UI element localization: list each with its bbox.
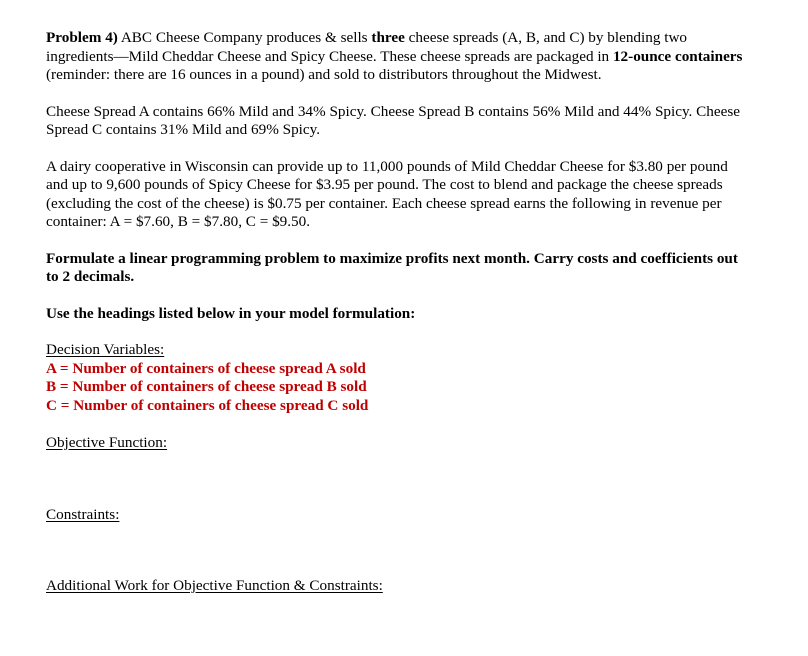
problem-label: Problem 4)	[46, 29, 118, 46]
objective-function-heading: Objective Function:	[46, 434, 168, 451]
problem-bold-three: three	[371, 29, 405, 46]
problem-text-2: cheese spreads (A, B, and C) by blending two ingredients—Mild Cheddar Cheese and Spicy Cheese. These cheese spreads are packaged in	[46, 29, 688, 65]
constraints-section	[46, 506, 746, 525]
document-page	[46, 29, 746, 596]
additional-work-heading: Additional Work for Objective Function & Constraints:	[46, 577, 383, 594]
constraints-heading: Constraints:	[46, 505, 120, 523]
headings-note-text: Use the headings listed below in your model formulation:	[46, 304, 416, 322]
problem-text-1: ABC Cheese Company produces & sells	[117, 29, 372, 46]
problem-bold-containers: 12-ounce containers	[612, 47, 743, 65]
decision-variable-a: A = Number of containers of cheese spread A sold	[46, 359, 366, 377]
instruction-paragraph	[46, 250, 746, 287]
objective-section	[46, 434, 746, 453]
decision-variables-heading: Decision Variables:	[46, 341, 165, 358]
additional-work-section	[46, 577, 746, 596]
headings-note	[46, 305, 746, 324]
problem-text-3: (reminder: there are 16 ounces in a pound) and sold to distributors throughout the Midwest.	[46, 66, 602, 83]
supply-paragraph: A dairy cooperative in Wisconsin can provide up to 11,000 pounds of Mild Cheddar Cheese for $3.80 per pound and up to 9,600 pounds of Spicy Cheese for $3.95 per pound. The cost to blend and package the cheese spreads (excluding the cost of the cheese) is $0.75 per container. Each cheese spread earns the following in revenue per container: A = $7.60, B = $7.80, C = $9.50.	[46, 157, 728, 230]
problem-statement	[46, 29, 746, 85]
decision-variable-c: C = Number of containers of cheese spread C sold	[46, 396, 369, 414]
instruction-text: Formulate a linear programming problem to maximize profits next month. Carry costs and coefficients out to 2 decimals.	[46, 249, 738, 285]
composition-paragraph: Cheese Spread A contains 66% Mild and 34% Spicy. Cheese Spread B contains 56% Mild and 44% Spicy. Cheese Spread C contains 31% Mild and 69% Spicy.	[46, 102, 741, 138]
decision-variables-section	[46, 341, 746, 415]
decision-variable-b: B = Number of containers of cheese spread B sold	[46, 378, 367, 395]
